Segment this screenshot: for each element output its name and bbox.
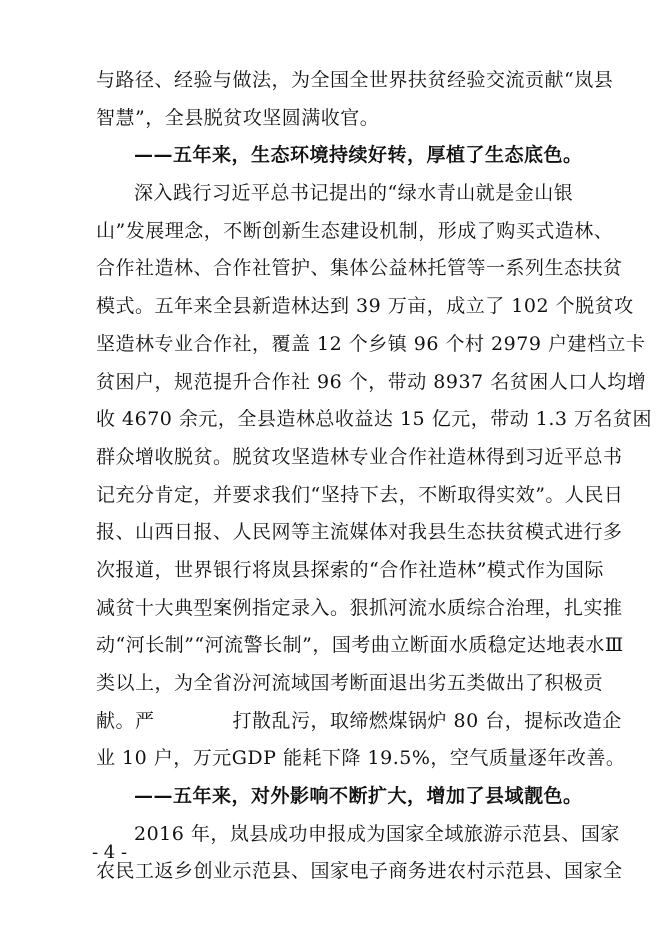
text-line: 动“河长制”“河流警长制”，国考曲立断面水质稳定达地表水Ⅲ — [96, 634, 624, 657]
body-text — [96, 62, 652, 891]
section-heading: ——五年来，生态环境持续好转，厚植了生态底色。 — [134, 144, 583, 167]
text-line: 记充分肯定，并要求我们“坚持下去，不断取得实效”。人民日 — [96, 483, 624, 506]
text-line: 坚造林专业合作社，覆盖 12 个乡镇 96 个村 2979 户建档立卡 — [96, 332, 646, 355]
text-line: 深入践行习近平总书记提出的“绿水青山就是金山银 — [134, 182, 574, 205]
text-line: 与路径、经验与做法，为全国全世界扶贫经验交流贡献“岚县 — [96, 69, 614, 91]
text-line: 群众增收脱贫。脱贫攻坚造林专业合作社造林得到习近平总书 — [96, 445, 623, 468]
text-line: 山”发展理念，不断创新生态建设机制，形成了购买式造林、 — [96, 219, 614, 242]
page-number: - 4 - — [92, 842, 128, 863]
text-line: 次报道，世界银行将岚县探索的“合作社造林”模式作为国际 — [96, 558, 604, 581]
text-line: 类以上，为全省汾河流域国考断面退出劣五类做出了积极贡 — [96, 672, 604, 694]
text-line: 收 4670 余元，全县造林总收益达 15 亿元，带动 1.3 万名贫困 — [96, 408, 652, 431]
section-heading: ——五年来，对外影响不断扩大，增加了县域靓色。 — [134, 785, 583, 808]
text-line: 贫困户，规范提升合作社 96 个，带动 8937 名贫困人口人均增 — [96, 370, 647, 393]
text-line: 智慧”，全县脱贫攻坚圆满收官。 — [96, 106, 380, 129]
text-line: 2016 年，岚县成功申报成为国家全域旅游示范县、国家 — [134, 822, 620, 845]
text-line: 业 10 户，万元GDP 能耗下降 19.5%，空气质量逐年改善。 — [96, 747, 626, 770]
text-line: 合作社造林、合作社管护、集体公益林托管等一系列生态扶贫 — [96, 257, 623, 280]
text-line: 农民工返乡创业示范县、国家电子商务进农村示范县、国家全 — [96, 860, 623, 883]
text-line: 模式。五年来全县新造林达到 39 万亩，成立了 102 个脱贫攻 — [96, 295, 634, 318]
text-line: 减贫十大典型案例指定录入。狠抓河流水质综合治理，扎实推 — [96, 596, 623, 619]
text-line: 报、山西日报、人民网等主流媒体对我县生态扶贫模式进行多 — [96, 521, 623, 544]
text-line: 献。严 打散乱污，取缔燃煤锅炉 80 台，提标改造企 — [96, 709, 622, 732]
